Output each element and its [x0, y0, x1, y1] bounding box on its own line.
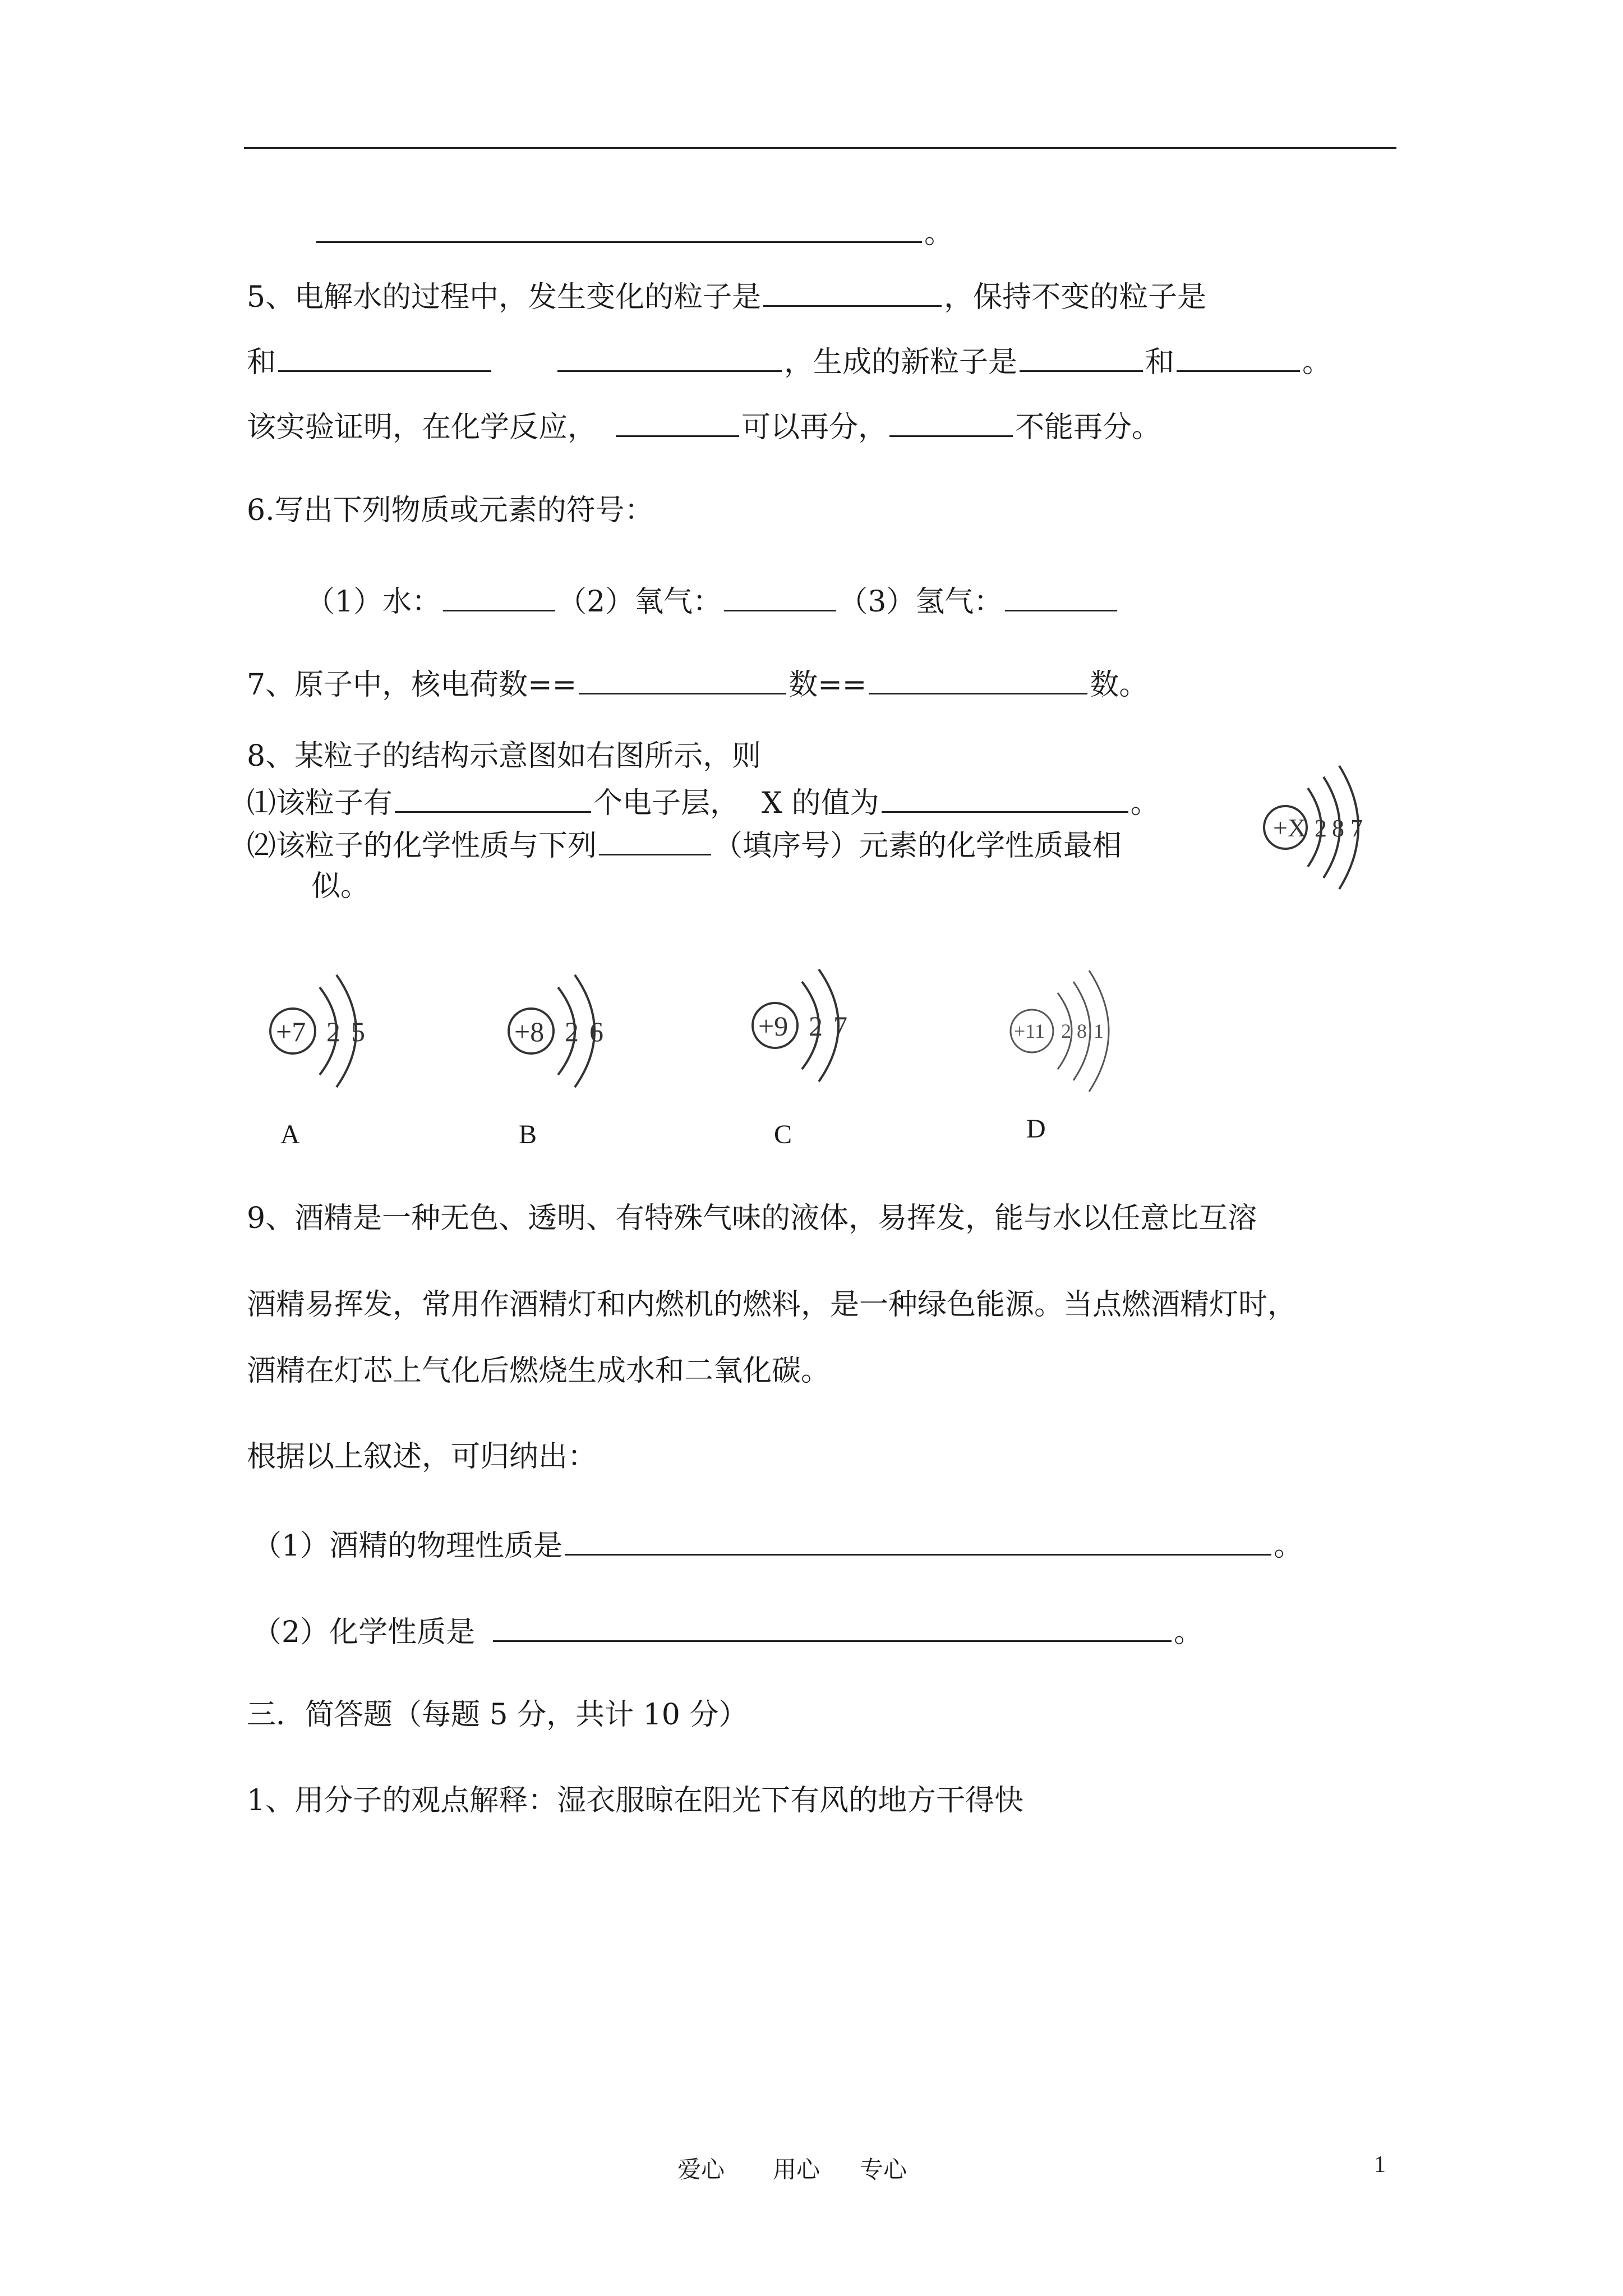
- q4-blank: [316, 212, 922, 243]
- option-d-nucleus: +11: [1014, 1020, 1045, 1042]
- option-d-label: D: [1026, 1114, 1046, 1144]
- option-d-shell-3: 1: [1094, 1020, 1104, 1042]
- q5-line1: 5、电解水的过程中，发生变化的粒子是 ，保持不变的粒子是: [247, 276, 1206, 315]
- q9-item1: （1）酒精的物理性质是 。: [252, 1525, 1303, 1564]
- q5-blank-3: [557, 341, 782, 372]
- q6-title: 6.写出下列物质或元素的符号：: [247, 494, 654, 527]
- option-c-shell-2: 7: [833, 1010, 847, 1042]
- q5-blank-5: [1177, 341, 1300, 372]
- section3-title: 三．简答题（每题 5 分，共计 10 分）: [247, 1698, 748, 1732]
- q5-line3: 该实验证明，在化学反应， 可以再分， 不能再分。: [247, 406, 1161, 445]
- option-b-nucleus: +8: [514, 1016, 545, 1047]
- q8-blank-3: [599, 825, 711, 855]
- q4-answer-line: 。: [314, 212, 953, 251]
- q8-blank-1: [395, 782, 591, 813]
- main-atom-shell-2: 8: [1332, 815, 1344, 842]
- footer-word-2: 用心: [773, 2156, 820, 2183]
- q5-blank-7: [889, 406, 1013, 437]
- option-a-diagram: [264, 965, 393, 1113]
- q8-part2: ⑵该粒子的化学性质与下列 （填序号）元素的化学性质最相: [247, 825, 1122, 864]
- option-c-label: C: [774, 1120, 792, 1149]
- q9-line3: 酒精在灯芯上气化后燃烧生成水和二氧化碳。: [247, 1354, 831, 1388]
- q5-line2: 和 ，生成的新粒子是 和 。: [247, 341, 1331, 380]
- option-a-nucleus: +7: [276, 1016, 306, 1047]
- q5-blank-6: [616, 406, 739, 437]
- main-atom-shell-1: 2: [1315, 815, 1327, 842]
- q9-line2: 酒精易挥发，常用作酒精灯和内燃机的燃料，是一种绿色能源。当点燃酒精灯时，: [247, 1288, 1297, 1322]
- q9-blank-1: [565, 1525, 1271, 1556]
- option-c-nucleus: +9: [758, 1010, 789, 1042]
- page-number: 1: [1374, 2152, 1386, 2178]
- q8-part1: ⑴该粒子有 个电子层， X 的值为 。: [247, 782, 1160, 821]
- q5-blank-2: [278, 341, 491, 372]
- q5-blank-1: [763, 276, 942, 307]
- q7-blank-1: [579, 664, 786, 694]
- option-c-shell-1: 2: [809, 1010, 823, 1042]
- q6-blank-1: [443, 581, 555, 611]
- q5-blank-4: [1020, 341, 1143, 372]
- main-atom-shell-3: 7: [1350, 815, 1363, 842]
- option-b-label: B: [519, 1120, 537, 1149]
- option-d-diagram: [1004, 965, 1150, 1113]
- atom-diagram-main: [1256, 754, 1380, 903]
- q8-title: 8、某粒子的结构示意图如右图所示，则: [247, 739, 762, 773]
- option-d-shell-2: 8: [1077, 1020, 1087, 1042]
- option-d-shell-1: 2: [1061, 1020, 1071, 1042]
- option-a-shell-1: 2: [326, 1016, 340, 1047]
- option-b-diagram: [502, 965, 631, 1113]
- option-a-label: A: [280, 1120, 300, 1149]
- q9-line4: 根据以上叙述，可归纳出：: [247, 1440, 597, 1474]
- q9-line1: 9、酒精是一种无色、透明、有特殊气味的液体，易挥发，能与水以任意比互溶: [247, 1202, 1257, 1235]
- footer-word-3: 专心: [860, 2156, 907, 2183]
- q6-blank-2: [724, 581, 836, 611]
- q8-blank-2: [882, 782, 1128, 813]
- option-a-shell-2: 5: [351, 1016, 365, 1047]
- q7-line: 7、原子中，核电荷数== 数== 数。: [247, 664, 1148, 703]
- footer-word-1: 爱心: [677, 2156, 725, 2183]
- q6-blank-3: [1005, 581, 1117, 611]
- main-atom-nucleus: +X: [1273, 813, 1307, 842]
- q9-blank-2: [493, 1611, 1172, 1642]
- option-b-shell-2: 6: [589, 1016, 603, 1047]
- header-rule: [244, 147, 1396, 149]
- q8-part2-cont: 似。: [311, 869, 370, 903]
- q6-items: （1）水： （2）氧气： （3）氢气：: [306, 581, 1119, 620]
- option-b-shell-1: 2: [565, 1016, 579, 1047]
- option-c-diagram: [746, 959, 875, 1107]
- q7-blank-2: [869, 664, 1087, 694]
- section3-q1: 1、用分子的观点解释：湿衣服晾在阳光下有风的地方干得快: [247, 1784, 1024, 1818]
- q9-item2: （2）化学性质是 。: [252, 1611, 1203, 1650]
